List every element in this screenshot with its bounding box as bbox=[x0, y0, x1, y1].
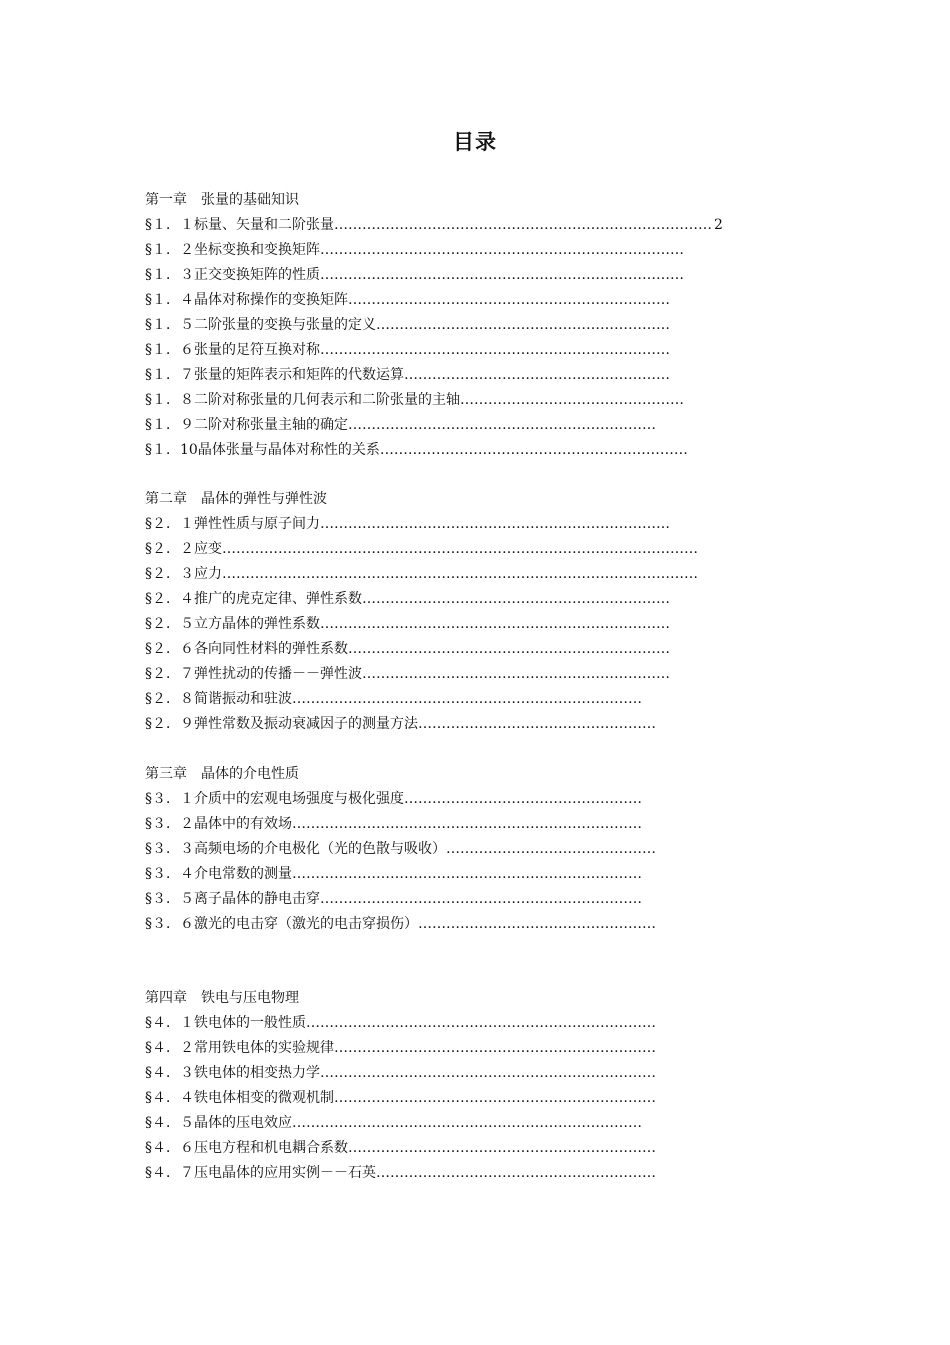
toc-entry[interactable] bbox=[145, 512, 825, 537]
toc-entry[interactable] bbox=[145, 1036, 825, 1061]
entry-label: §３．４介电常数的测量 bbox=[145, 866, 292, 882]
entry-label: §４．４铁电体相变的微观机制 bbox=[145, 1090, 334, 1106]
chapter-1 bbox=[145, 188, 825, 463]
toc-entry[interactable] bbox=[145, 288, 825, 313]
dot-leader: ………………………………………………………………… bbox=[320, 342, 670, 358]
toc-entry[interactable] bbox=[145, 562, 825, 587]
entry-label: §４．５晶体的压电效应 bbox=[145, 1115, 292, 1131]
entry-label: §２．５立方晶体的弹性系数 bbox=[145, 616, 320, 632]
dot-leader: …………………………………………………………… bbox=[348, 641, 670, 657]
entry-label: §４．２常用铁电体的实验规律 bbox=[145, 1040, 334, 1056]
entry-label: §１．10晶体张量与晶体对称性的关系 bbox=[145, 442, 380, 458]
chapter-title: 第一章 张量的基础知识 bbox=[145, 192, 299, 208]
toc-entry[interactable] bbox=[145, 687, 825, 712]
dot-leader: …………………………………………………………………… bbox=[320, 242, 684, 258]
dot-leader: ……………………………………………………………………… bbox=[334, 217, 712, 233]
dot-leader: ………………………………………………………………… bbox=[292, 816, 642, 832]
dot-leader: …………………………………………… bbox=[418, 916, 656, 932]
dot-leader: ………………………………………………………………… bbox=[292, 691, 642, 707]
chapter-4 bbox=[145, 986, 825, 1186]
dot-leader: ………………………………………… bbox=[460, 392, 684, 408]
dot-leader: …………………………………………………………… bbox=[320, 891, 642, 907]
toc-entry[interactable] bbox=[145, 537, 825, 562]
entry-label: §１．３正交变换矩阵的性质 bbox=[145, 267, 320, 283]
dot-leader: ………………………………………………………………… bbox=[292, 1115, 642, 1131]
entry-label: §４．３铁电体的相变热力学 bbox=[145, 1065, 320, 1081]
dot-leader: ………………………………………………… bbox=[404, 367, 670, 383]
dot-leader: …………………………………………………………………… bbox=[320, 267, 684, 283]
page-title: 目录 bbox=[453, 130, 497, 154]
dot-leader: ……………………………………………………… bbox=[376, 317, 670, 333]
dot-leader: …………………………………………… bbox=[404, 791, 642, 807]
entry-label: §２．４推广的虎克定律、弹性系数 bbox=[145, 591, 362, 607]
entry-label: §１．４晶体对称操作的变换矩阵 bbox=[145, 292, 348, 308]
entry-label: §４．１铁电体的一般性质 bbox=[145, 1015, 306, 1031]
dot-leader: …………………………………………………………… bbox=[334, 1090, 656, 1106]
toc-entry[interactable] bbox=[145, 338, 825, 363]
chapter-title: 第二章 晶体的弹性与弹性波 bbox=[145, 491, 327, 507]
toc-entry[interactable] bbox=[145, 413, 825, 438]
chapter-title: 第四章 铁电与压电物理 bbox=[145, 990, 299, 1006]
dot-leader: ………………………………………………………… bbox=[379, 442, 688, 458]
toc-entry[interactable] bbox=[145, 1161, 825, 1186]
dot-leader: ……………………………………………………………… bbox=[320, 1065, 656, 1081]
toc-entry[interactable] bbox=[145, 388, 825, 413]
entry-label: §２．６各向同性材料的弹性系数 bbox=[145, 641, 348, 657]
toc-entry[interactable] bbox=[145, 612, 825, 637]
toc-entry[interactable] bbox=[145, 1086, 825, 1111]
entry-label: §１．５二阶张量的变换与张量的定义 bbox=[145, 317, 376, 333]
dot-leader: ………………………………………………………………… bbox=[320, 616, 670, 632]
entry-label: §２．８简谐振动和驻波 bbox=[145, 691, 292, 707]
dot-leader: ………………………………………………………………… bbox=[306, 1015, 656, 1031]
toc-entry[interactable] bbox=[145, 812, 825, 837]
entry-label: §１．６张量的足符互换对称 bbox=[145, 342, 320, 358]
toc-entry[interactable] bbox=[145, 1111, 825, 1136]
toc-entry[interactable] bbox=[145, 438, 825, 463]
dot-leader: ………………………………………………………………………………………… bbox=[222, 566, 698, 582]
dot-leader: …………………………………………………………… bbox=[334, 1040, 656, 1056]
toc-entry[interactable] bbox=[145, 862, 825, 887]
chapter-title: 第三章 晶体的介电性质 bbox=[145, 766, 299, 782]
toc-entry[interactable] bbox=[145, 363, 825, 388]
dot-leader: ………………………………………………………………… bbox=[320, 516, 670, 532]
entry-label: §２．１弹性性质与原子间力 bbox=[145, 516, 320, 532]
toc-entry[interactable] bbox=[145, 313, 825, 338]
toc-entry[interactable] bbox=[145, 662, 825, 687]
chapter-3 bbox=[145, 762, 825, 937]
page-number: 2 bbox=[714, 217, 723, 233]
entry-label: §２．２应变 bbox=[145, 541, 222, 557]
entry-label: §３．１介质中的宏观电场强度与极化强度 bbox=[145, 791, 404, 807]
dot-leader: ……………………………………… bbox=[446, 841, 656, 857]
entry-label: §２．９弹性常数及振动衰减因子的测量方法 bbox=[145, 716, 418, 732]
toc-entry[interactable] bbox=[145, 213, 825, 238]
entry-label: §３．３高频电场的介电极化（光的色散与吸收） bbox=[145, 841, 446, 857]
dot-leader: ………………………………………………………… bbox=[362, 591, 670, 607]
toc-entry[interactable] bbox=[145, 263, 825, 288]
dot-leader: ………………………………………………………… bbox=[348, 1140, 656, 1156]
toc-entry[interactable] bbox=[145, 1136, 825, 1161]
dot-leader: …………………………………………………………… bbox=[348, 292, 670, 308]
toc-entry[interactable] bbox=[145, 712, 825, 737]
dot-leader: ………………………………………………………………………………………… bbox=[222, 541, 698, 557]
entry-label: §１．１标量、矢量和二阶张量 bbox=[145, 217, 334, 233]
toc-entry[interactable] bbox=[145, 1061, 825, 1086]
entry-label: §４．７压电晶体的应用实例－－石英 bbox=[145, 1165, 376, 1181]
toc-entry[interactable] bbox=[145, 587, 825, 612]
entry-label: §１．７张量的矩阵表示和矩阵的代数运算 bbox=[145, 367, 404, 383]
dot-leader: ………………………………………………………………… bbox=[292, 866, 642, 882]
dot-leader: ………………………………………………………… bbox=[362, 666, 670, 682]
toc-entry[interactable] bbox=[145, 637, 825, 662]
entry-label: §１．２坐标变换和变换矩阵 bbox=[145, 242, 320, 258]
toc-entry[interactable] bbox=[145, 787, 825, 812]
toc-entry[interactable] bbox=[145, 887, 825, 912]
dot-leader: …………………………………………… bbox=[418, 716, 656, 732]
toc-entry[interactable] bbox=[145, 837, 825, 862]
entry-label: §１．９二阶对称张量主轴的确定 bbox=[145, 417, 348, 433]
entry-label: §２．３应力 bbox=[145, 566, 222, 582]
chapter-2 bbox=[145, 487, 825, 737]
entry-label: §３．５离子晶体的静电击穿 bbox=[145, 891, 320, 907]
toc-entry[interactable] bbox=[145, 1011, 825, 1036]
toc-entry[interactable] bbox=[145, 912, 825, 937]
entry-label: §２．７弹性扰动的传播－－弹性波 bbox=[145, 666, 362, 682]
entry-label: §３．６激光的电击穿（激光的电击穿损伤） bbox=[145, 916, 418, 932]
toc-entry[interactable] bbox=[145, 238, 825, 263]
entry-label: §１．８二阶对称张量的几何表示和二阶张量的主轴 bbox=[145, 392, 460, 408]
entry-label: §３．２晶体中的有效场 bbox=[145, 816, 292, 832]
dot-leader: …………………………………………………… bbox=[376, 1165, 656, 1181]
entry-label: §４．６压电方程和机电耦合系数 bbox=[145, 1140, 348, 1156]
dot-leader: ………………………………………………………… bbox=[348, 417, 656, 433]
